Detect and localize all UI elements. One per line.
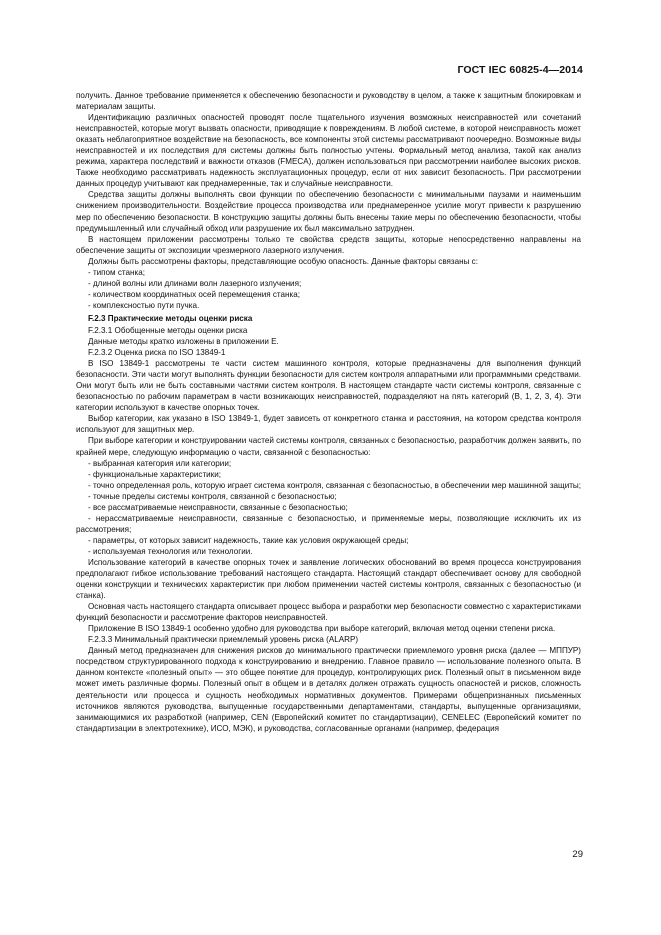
subsection-title: F.2.3.1 Обобщенные методы оценки риска <box>88 325 248 335</box>
paragraph: При выборе категории и конструировании частей системы контроля, связанных с безопасностью, разработчик должен заявить, по крайней мере, следующую информацию о части, связанной с безопасностью: <box>76 436 581 457</box>
page-number: 29 <box>572 849 583 860</box>
list-item: - нерассматриваемые неисправности, связанные с безопасностью, и применяемые меры, позволяющие исключить их из рассмотрения; <box>76 513 581 534</box>
paragraph: получить. Данное требование применяется к обеспечению безопасности и руководству в целом, а также к защитным блокировкам и материалам защиты. <box>76 91 581 112</box>
paragraph: Должны быть рассмотрены факторы, представляющие особую опасность. Данные факторы связаны с: <box>88 256 478 266</box>
list-item: - точно определенная роль, которую играет система контроля, связанная с безопасностью, в обеспечении мер машинной защиты; <box>88 480 581 490</box>
document-body <box>76 90 581 734</box>
list-item: - используемая технология или технологии. <box>88 546 253 556</box>
list-item: - длиной волны или длинами волн лазерного излучения; <box>88 278 302 288</box>
section-heading: F.2.3 Практические методы оценки риска <box>88 313 253 323</box>
paragraph: В ISO 13849-1 рассмотрены те части систем машинного контроля, которые предназначены для выполнения функций безопасности. Эти части могут выполнять функции безопасности для систем контроля аппаратными или программными средствами. Они могут быть или не быть составными частями систем контроля. В настоящем стандарте части системы контроля, связанные с безопасностью по рабочим параметрам в части возникающих неисправностей, подразделяют на пять категорий (B, 1, 2, 3, 4). Эти категории используют в качестве опорных точек. <box>76 359 581 413</box>
paragraph: В настоящем приложении рассмотрены только те свойства средств защиты, которые непосредственно направлены на обеспечение защиты от экспозиции чрезмерного лазерного излучения. <box>76 234 581 255</box>
list-item: - типом станка; <box>88 267 145 277</box>
list-item: - параметры, от которых зависит надежность, такие как условия окружающей среды; <box>88 535 409 545</box>
paragraph: Основная часть настоящего стандарта описывает процесс выбора и разработки мер безопасности совместно с характеристиками функций безопасности и рассмотрение факторов неисправностей. <box>76 602 581 623</box>
paragraph: Приложение В ISO 13849-1 особенно удобно для руководства при выборе категорий, включая метод оценки степени риска. <box>88 624 556 634</box>
paragraph: Использование категорий в качестве опорных точек и заявление логических обоснований во время процесса конструирования предполагают гибкое использование требований настоящего стандарта. Настоящий стандарт обеспечивает основу для свободной оценки конструкции и технических характеристик при любом применении частей системы контроля, связанных с безопасностью (и станка). <box>76 557 581 601</box>
document-id-header: ГОСТ IEC 60825-4—2014 <box>457 64 583 76</box>
list-item: - все рассматриваемые неисправности, связанные с безопасностью; <box>88 502 348 512</box>
subsection-title: F.2.3.2 Оценка риска по ISO 13849-1 <box>88 348 226 358</box>
paragraph: Данные методы кратко изложены в приложении Е. <box>88 337 279 347</box>
paragraph: Идентификацию различных опасностей проводят после тщательного изучения возможных неисправностей или сочетаний неисправностей, которые могут вызвать опасности, приводящие к повреждениям. В любой системе, в которой неисправность может оказать неблагоприятное воздействие на безопасность, все компоненты этой системы рассматривают поочередно. Возможные виды неисправностей и их последствия для системы должны быть полностью учтены. Формальный метод анализа, такой как анализ режима, характера последствий и важности отказов (FMECA), должен использоваться при рассмотрении наиболее высоких рисков. Также необходимо рассматривать надежность эксплуатационных процедур, если от них зависит безопасность. При рассмотрении данных процедур учитывают как преднамеренные, так и случайные неисправности. <box>76 113 581 189</box>
list-item: - выбранная категория или категории; <box>88 458 232 468</box>
paragraph: Выбор категории, как указано в ISO 13849-1, будет зависеть от конкретного станка и расстояния, на котором средства контроля используют для защитных мер. <box>76 414 581 435</box>
paragraph: Данный метод предназначен для снижения рисков до минимального практически приемлемого уровня риска (далее — МППУР) посредством структурированного подхода к конструированию и внедрению. Главное правило — использование полезного опыта. В данном контексте «полезный опыт» — это общее понятие для процедур, контролирующих риск. Полезный опыт в письменном виде может иметь различные формы. Полезный опыт в общем и в деталях должен отражать сущность опасностей и рисков, сложность деятельности или процесса и сущность необходимых нормативных документов. Примерами общепризнанных письменных источников являются руководства, выпущенные государственными департаментами, стандарты, выпущенные организациями, занимающимися их разработкой (например, CEN (Европейский комитет по стандартизации), CENELEC (Европейский комитет по стандартизации в электротехнике), ИСО, МЭК), и руководства, согласованные органами (например, федерация <box>76 646 581 733</box>
paragraph: Средства защиты должны выполнять свои функции по обеспечению безопасности с минимальными паузами и наименьшим снижением производительности. Воздействие процесса производства или преднамеренное усилие могут привести к разрушению мер по обеспечению безопасности. В конструкцию защиты должны быть внесены такие меры по обеспечению безопасности, чтобы предумышленный или случайный обход или разрушение их был максимально затруднен. <box>76 190 581 233</box>
list-item: - количеством координатных осей перемещения станка; <box>88 289 300 299</box>
list-item: - точные пределы системы контроля, связанной с безопасностью; <box>88 491 337 501</box>
list-item: - функциональные характеристики; <box>88 469 221 479</box>
list-item: - комплексностью пути пучка. <box>88 300 200 310</box>
subsection-title: F.2.3.3 Минимальный практически приемлемый уровень риска (ALARP) <box>88 635 359 645</box>
